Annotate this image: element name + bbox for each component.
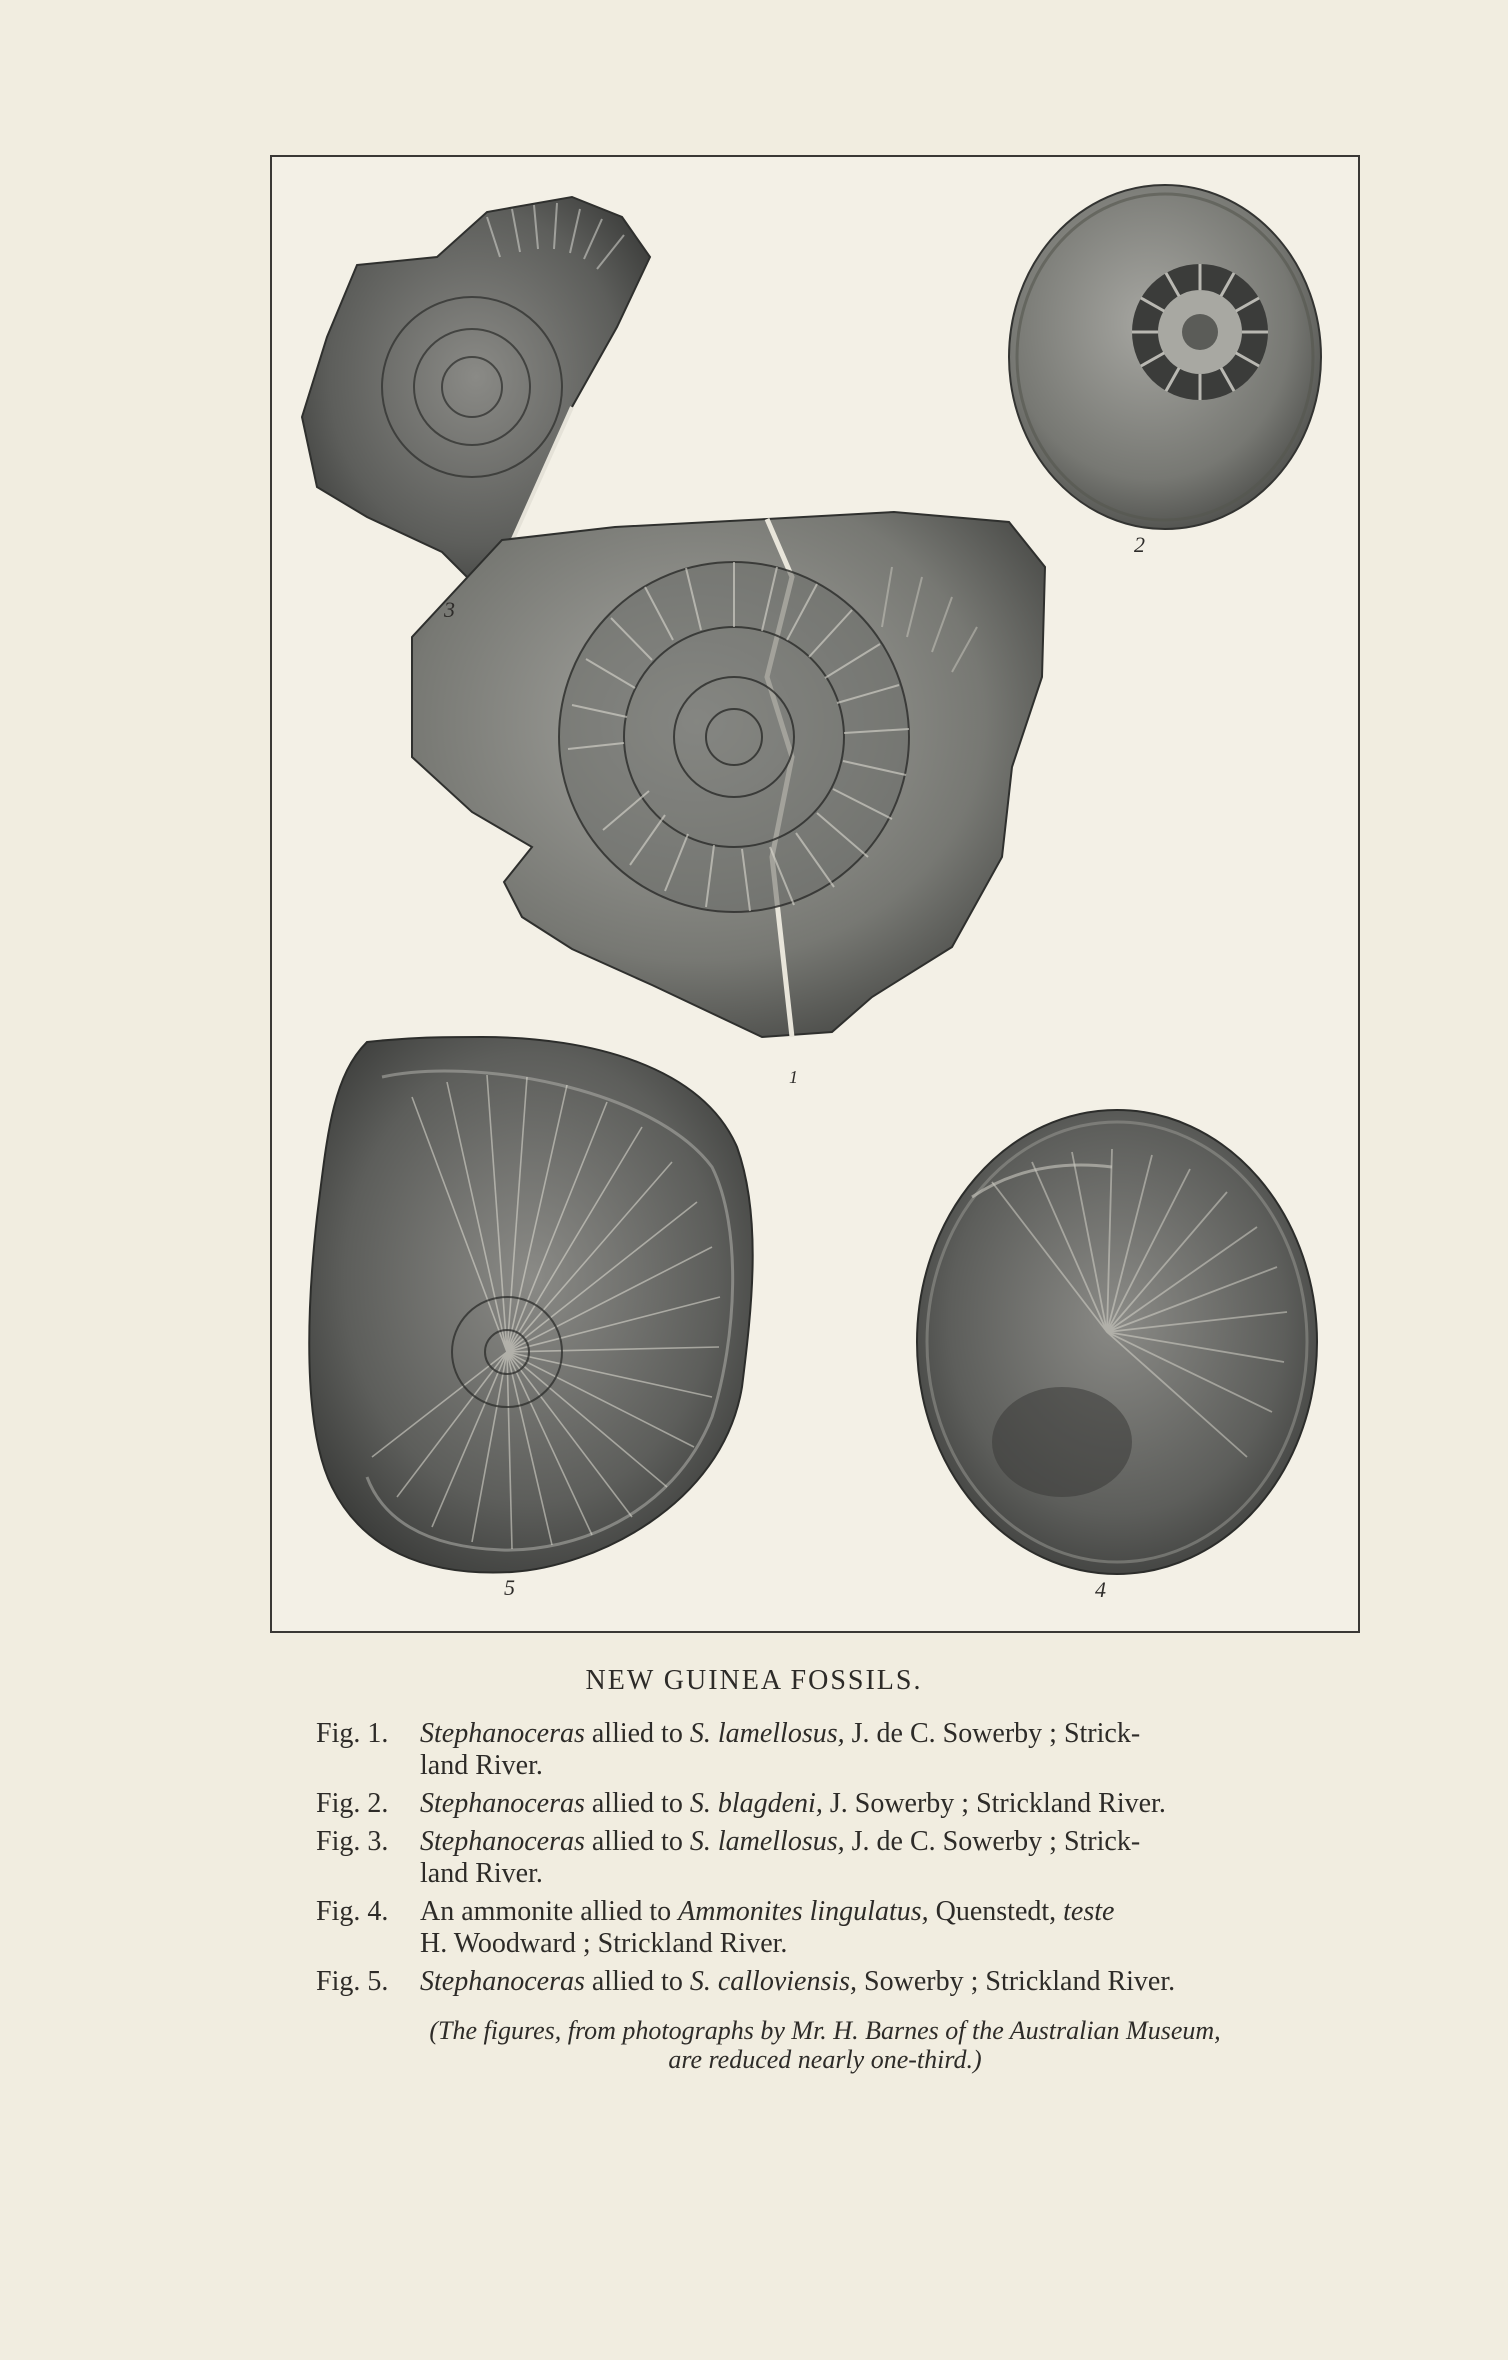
caption-fig-1 bbox=[316, 1718, 1334, 1782]
figure-number-2: 2 bbox=[1134, 532, 1145, 557]
caption-fig-4 bbox=[316, 1896, 1334, 1960]
caption-text: J. de C. Sowerby ; Strick- bbox=[844, 1718, 1141, 1749]
photo-credit-note bbox=[316, 2016, 1334, 2074]
figure-number-1: 1 bbox=[789, 1067, 798, 1087]
plate-title: NEW GUINEA FOSSILS. bbox=[585, 1665, 923, 1696]
species-name: S. calloviensis, bbox=[689, 1966, 858, 1997]
species-name: Ammonites lingulatus, bbox=[678, 1896, 929, 1927]
fossil-figure-1 bbox=[412, 512, 1045, 1037]
fossil-figure-2 bbox=[1009, 185, 1321, 529]
genus-name: Stephanoceras bbox=[420, 1826, 585, 1857]
figure-number-4: 4 bbox=[1095, 1577, 1106, 1602]
teste-word: teste bbox=[1063, 1896, 1115, 1927]
caption-fig-5 bbox=[316, 1966, 1334, 1998]
species-name: S. blagdeni, bbox=[689, 1788, 823, 1819]
caption-text: allied to bbox=[584, 1966, 690, 1997]
caption-label: Fig. 3. bbox=[316, 1826, 389, 1857]
caption-fig-2 bbox=[316, 1788, 1334, 1820]
caption-text: An ammonite allied to bbox=[420, 1896, 679, 1927]
caption-continuation: land River. bbox=[420, 1858, 543, 1889]
caption-text: allied to bbox=[584, 1718, 690, 1749]
caption-text: allied to bbox=[584, 1788, 690, 1819]
caption-continuation: H. Woodward ; Strickland River. bbox=[420, 1928, 788, 1959]
figure-number-5: 5 bbox=[504, 1575, 515, 1600]
species-name: S. lamellosus, bbox=[689, 1718, 845, 1749]
caption-text: J. Sowerby ; Strickland River. bbox=[822, 1788, 1166, 1819]
caption-label: Fig. 1. bbox=[316, 1718, 389, 1749]
fossil-plate bbox=[270, 155, 1360, 1633]
caption-label: Fig. 4. bbox=[316, 1896, 389, 1927]
plate-illustration bbox=[272, 157, 1362, 1635]
caption-label: Fig. 5. bbox=[316, 1966, 389, 1997]
caption-continuation: land River. bbox=[420, 1750, 543, 1781]
genus-name: Stephanoceras bbox=[420, 1966, 585, 1997]
fossil-figure-4 bbox=[917, 1110, 1317, 1574]
species-name: S. lamellosus, bbox=[689, 1826, 845, 1857]
caption-text: Sowerby ; Strickland River. bbox=[857, 1966, 1176, 1997]
genus-name: Stephanoceras bbox=[420, 1788, 585, 1819]
fossil-figure-5 bbox=[309, 1037, 752, 1573]
caption-label: Fig. 2. bbox=[316, 1788, 389, 1819]
genus-name: Stephanoceras bbox=[420, 1718, 585, 1749]
note-line-1: (The figures, from photographs by Mr. H. Barnes of the Australian Museum, bbox=[429, 2016, 1221, 2045]
figure-number-3: 3 bbox=[444, 597, 455, 622]
caption-fig-3 bbox=[316, 1826, 1334, 1890]
caption-text: J. de C. Sowerby ; Strick- bbox=[844, 1826, 1141, 1857]
caption-text: allied to bbox=[584, 1826, 690, 1857]
caption-text: Quenstedt, bbox=[928, 1896, 1064, 1927]
caption-list bbox=[316, 1718, 1334, 2004]
note-line-2: are reduced nearly one-third.) bbox=[668, 2045, 982, 2074]
